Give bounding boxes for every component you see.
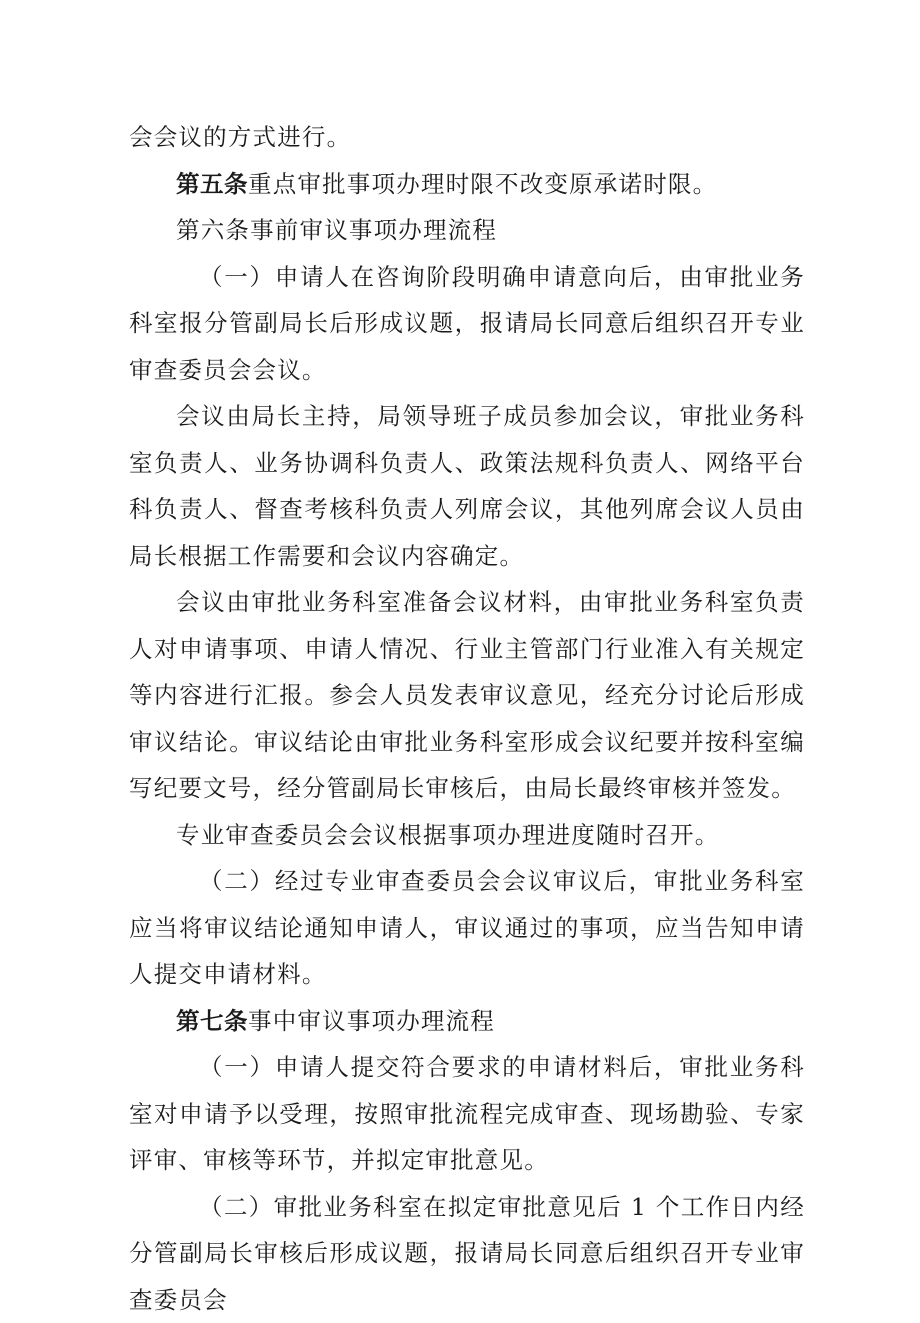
article-6-meeting-materials: 会议由审批业务科室准备会议材料，由审批业务科室负责人对申请事项、申请人情况、行业主管部门行业准入有关规定等内容进行汇报。参会人员发表审议意见，经充分讨论后形成审议结论。审议结论由审批业务科室形成会议纪要并按科室编写纪要文号，经分管副局长审核后，由局长最终审核并签发。 bbox=[129, 579, 805, 812]
article-7 bbox=[129, 998, 805, 1045]
paragraph-continuation: 会会议的方式进行。 bbox=[129, 114, 805, 161]
article-6-item-1: （一）申请人在咨询阶段明确申请意向后，由审批业务科室报分管副局长后形成议题，报请局长同意后组织召开专业审查委员会会议。 bbox=[129, 254, 805, 394]
article-5-text: 重点审批事项办理时限不改变原承诺时限。 bbox=[248, 170, 717, 198]
article-7-text: 事中审议事项办理流程 bbox=[248, 1007, 495, 1035]
article-5-heading: 第五条 bbox=[176, 170, 248, 198]
article-7-heading: 第七条 bbox=[176, 1007, 248, 1035]
article-6-heading: 第六条事前审议事项办理流程 bbox=[129, 207, 805, 254]
article-6-item-2: （二）经过专业审查委员会会议审议后，审批业务科室应当将审议结论通知申请人，审议通过的事项，应当告知申请人提交申请材料。 bbox=[129, 858, 805, 998]
article-7-item-1: （一）申请人提交符合要求的申请材料后，审批业务科室对申请予以受理，按照审批流程完成审查、现场勘验、专家评审、审核等环节，并拟定审批意见。 bbox=[129, 1044, 805, 1184]
article-7-item-2: （二）审批业务科室在拟定审批意见后 1 个工作日内经分管副局长审核后形成议题，报请局长同意后组织召开专业审查委员会 bbox=[129, 1184, 805, 1323]
article-6-meeting-schedule: 专业审查委员会会议根据事项办理进度随时召开。 bbox=[129, 812, 805, 859]
article-5 bbox=[129, 161, 805, 208]
document-body bbox=[129, 114, 805, 1323]
article-6-meeting-chair: 会议由局长主持，局领导班子成员参加会议，审批业务科室负责人、业务协调科负责人、政策法规科负责人、网络平台科负责人、督查考核科负责人列席会议，其他列席会议人员由局长根据工作需要和会议内容确定。 bbox=[129, 393, 805, 579]
